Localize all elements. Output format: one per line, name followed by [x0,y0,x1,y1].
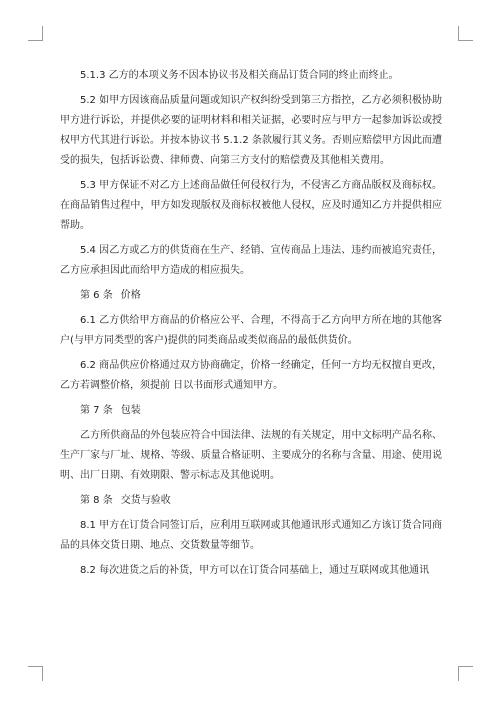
paragraph-5-1-3: 5.1.3 乙方的本项义务不因本协议书及相关商品订货合同的终止而终止。 [80,70,399,81]
paragraph-5-4: 5.4 因乙方或乙方的供货商在生产、经销、宣传商品上违法、违约而被追究责任，乙方应承担因此而给甲方造成的相应损失。 [60,245,442,276]
section-number: 第 8 条 [80,495,113,506]
paragraph-5-2: 5.2 如甲方因该商品质量问题或知识产权纠纷受到第三方指控，乙方必须积极协助甲方进行诉讼，并提供必要的证明材料和相关证据，必要时应与甲方一起参加诉讼或授权甲方代其进行诉讼。并按本协议书 5.1.2 条款履行其义务。否则应赔偿甲方因此而遭受的损失，包括诉讼费、律师费、向第三方支付的赔偿费及其他相关费用。 [60,95,442,166]
section-number: 第 7 条 [80,405,113,416]
section-heading-6 [60,286,442,306]
crop-mark-top-right [458,26,473,41]
document-body [60,66,442,581]
crop-mark-bottom-left [28,666,43,681]
paragraph-5-3: 5.3 甲方保证不对乙方上述商品做任何侵权行为，不侵害乙方商品版权及商标权。在商品销售过程中，甲方如发现版权及商标权被他人侵权，应及时通知乙方并提供相应帮助。 [60,180,442,231]
paragraph-7-packaging: 乙方所供商品的外包装应符合中国法律、法规的有关规定，用中文标明产品名称、生产厂家与厂址、规格、等级、质量合格证明、主要成分的名称与含量、用途、使用说明、出厂日期、有效期限、警示标志及其他说明。 [60,430,442,481]
section-heading-7 [60,401,442,421]
section-number: 第 6 条 [80,290,113,301]
section-title: 交货与验收 [120,495,171,506]
paragraph-8-2: 8.2 每次进货之后的补货，甲方可以在订货合同基础上，通过互联网或其他通讯 [80,565,430,576]
section-title: 价格 [120,290,141,301]
paragraph-6-2: 6.2 商品供应价格通过双方协商确定，价格一经确定，任何一方均无权擅自更改，乙方若调整价格，须提前 日以书面形式通知甲方。 [60,360,442,391]
paragraph-8-1: 8.1 甲方在订货合同签订后，应利用互联网或其他通讯形式通知乙方该订货合同商品的具体交货日期、地点、交货数量等细节。 [60,520,442,551]
section-heading-8 [60,491,442,511]
crop-mark-top-left [28,26,43,41]
paragraph-6-1: 6.1 乙方供给甲方商品的价格应公平、合理，不得高于乙方向甲方所在地的其他客户(与甲方同类型的客户)提供的同类商品或类似商品的最低供货价。 [60,315,442,346]
section-title: 包装 [120,405,141,416]
crop-mark-bottom-right [458,666,473,681]
